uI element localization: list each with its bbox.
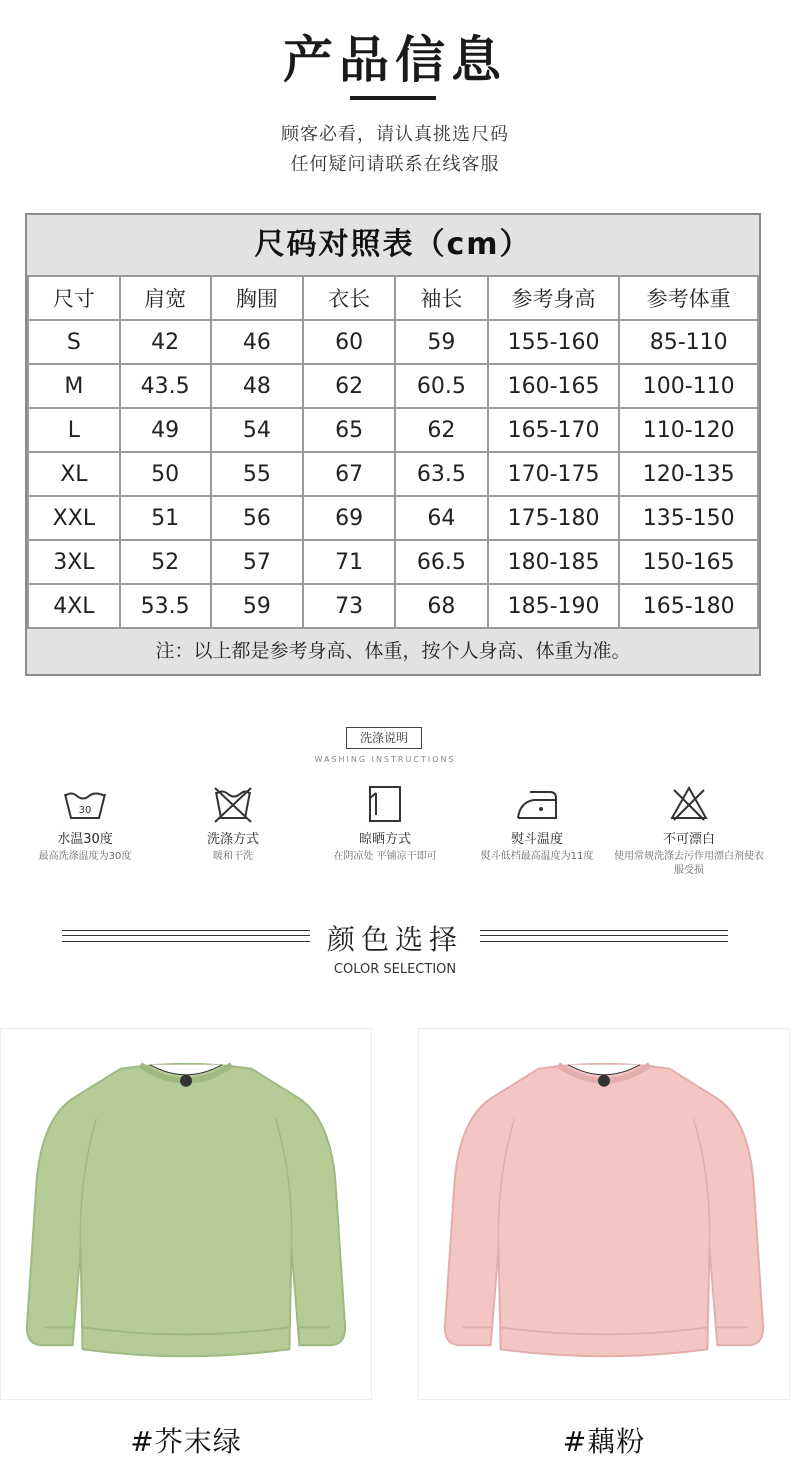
table-header-cell: 袖长: [395, 276, 488, 320]
size-table: [27, 275, 759, 629]
table-cell: 67: [303, 452, 395, 496]
table-cell: 135-150: [619, 496, 758, 540]
table-header-cell: 参考体重: [619, 276, 758, 320]
table-cell: 69: [303, 496, 395, 540]
table-cell: 165-180: [619, 584, 758, 628]
table-cell: 59: [211, 584, 304, 628]
table-header-cell: 衣长: [303, 276, 395, 320]
table-cell: 85-110: [619, 320, 758, 364]
table-cell: 120-135: [619, 452, 758, 496]
table-cell: 54: [211, 408, 304, 452]
table-cell: 48: [211, 364, 304, 408]
table-cell: 170-175: [488, 452, 620, 496]
table-cell: L: [28, 408, 120, 452]
color-label-pink: #藕粉: [562, 1425, 646, 1458]
wash-item-desc: 在阴凉处 平铺凉干即可: [333, 851, 437, 862]
no-bleach-icon: [666, 784, 712, 824]
color-label-green: #芥末绿: [130, 1425, 242, 1458]
table-cell: 49: [120, 408, 211, 452]
subtitle-line-1: 顾客必看，请认真挑选尺码: [281, 124, 509, 145]
wash-item-title: 洗涤方式: [206, 832, 259, 847]
table-cell: 51: [120, 496, 211, 540]
table-cell: 42: [120, 320, 211, 364]
table-cell: 52: [120, 540, 211, 584]
color-selection-heading-en: COLOR SELECTION: [333, 962, 457, 977]
table-cell: 62: [303, 364, 395, 408]
table-cell: 180-185: [488, 540, 620, 584]
table-cell: 175-180: [488, 496, 620, 540]
table-cell: 73: [303, 584, 395, 628]
table-cell: 46: [211, 320, 304, 364]
table-header-row: [28, 276, 758, 320]
table-cell: 63.5: [395, 452, 488, 496]
table-cell: 59: [395, 320, 488, 364]
washing-tag: 洗涤说明: [346, 727, 422, 749]
color-selection-heading: 颜色选择: [326, 923, 463, 956]
wash-item-method: [158, 784, 308, 864]
table-header-cell: 胸围: [211, 276, 304, 320]
table-row: [28, 496, 758, 540]
wash-item-title: 不可漂白: [662, 832, 715, 847]
wash-item-desc: 最高洗涤温度为30度: [38, 851, 132, 862]
table-row: [28, 540, 758, 584]
wash-item-bleach: [614, 784, 764, 878]
table-cell: 165-170: [488, 408, 620, 452]
table-cell: 65: [303, 408, 395, 452]
table-cell: 56: [211, 496, 304, 540]
dry-flat-icon: [362, 784, 408, 824]
wash-item-drying: [310, 784, 460, 864]
table-cell: XL: [28, 452, 120, 496]
size-chart-caption: 尺码对照表（cm）: [254, 227, 532, 262]
table-cell: 64: [395, 496, 488, 540]
table-cell: XXL: [28, 496, 120, 540]
table-row: [28, 320, 758, 364]
wash-item-title: 熨斗温度: [510, 832, 563, 847]
wash-item-desc: 使用常规洗涤去污作用漂白剂使衣服受损: [614, 851, 764, 876]
subtitle-line-2: 任何疑问请联系在线客服: [290, 154, 500, 175]
wash-item-desc: 熨斗低档最高温度为11度: [480, 851, 594, 862]
table-cell: M: [28, 364, 120, 408]
table-header-cell: 参考身高: [488, 276, 620, 320]
wash-item-title: 晾晒方式: [358, 832, 411, 847]
table-row: [28, 364, 758, 408]
table-row: [28, 452, 758, 496]
table-cell: 155-160: [488, 320, 620, 364]
svg-text:30: 30: [78, 805, 92, 816]
table-cell: 185-190: [488, 584, 620, 628]
table-cell: 62: [395, 408, 488, 452]
table-cell: 66.5: [395, 540, 488, 584]
wash-item-ironing: [462, 784, 612, 864]
table-cell: 60: [303, 320, 395, 364]
washing-tag-en: WASHING INSTRUCTIONS: [314, 755, 456, 764]
table-cell: 57: [211, 540, 304, 584]
no-machine-wash-icon: [210, 784, 256, 824]
page-title: 产品信息: [283, 31, 507, 89]
table-row: [28, 408, 758, 452]
color-swatch-pink[interactable]: [418, 1028, 790, 1400]
table-cell: 50: [120, 452, 211, 496]
sweatshirt-image: [1, 1029, 371, 1399]
table-row: [28, 584, 758, 628]
table-cell: 43.5: [120, 364, 211, 408]
table-cell: 60.5: [395, 364, 488, 408]
wash-item-temperature: [10, 784, 160, 864]
table-cell: 4XL: [28, 584, 120, 628]
sweatshirt-image: [419, 1029, 789, 1399]
table-cell: 110-120: [619, 408, 758, 452]
table-cell: 55: [211, 452, 304, 496]
table-cell: 150-165: [619, 540, 758, 584]
table-header-cell: 肩宽: [120, 276, 211, 320]
table-cell: S: [28, 320, 120, 364]
table-cell: 3XL: [28, 540, 120, 584]
size-chart-note: 注：以上都是参考身高、体重，按个人身高、体重为准。: [155, 640, 631, 662]
color-swatch-green[interactable]: [0, 1028, 372, 1400]
table-cell: 68: [395, 584, 488, 628]
wash-item-title: 水温30度: [57, 832, 113, 847]
wash-30-icon: [62, 784, 108, 824]
table-cell: 53.5: [120, 584, 211, 628]
table-cell: 71: [303, 540, 395, 584]
iron-low-icon: [514, 784, 560, 824]
size-chart: [25, 213, 761, 676]
table-header-cell: 尺寸: [28, 276, 120, 320]
table-cell: 100-110: [619, 364, 758, 408]
title-underline: [350, 96, 436, 100]
table-cell: 160-165: [488, 364, 620, 408]
wash-item-desc: 暖和干洗: [213, 851, 253, 862]
